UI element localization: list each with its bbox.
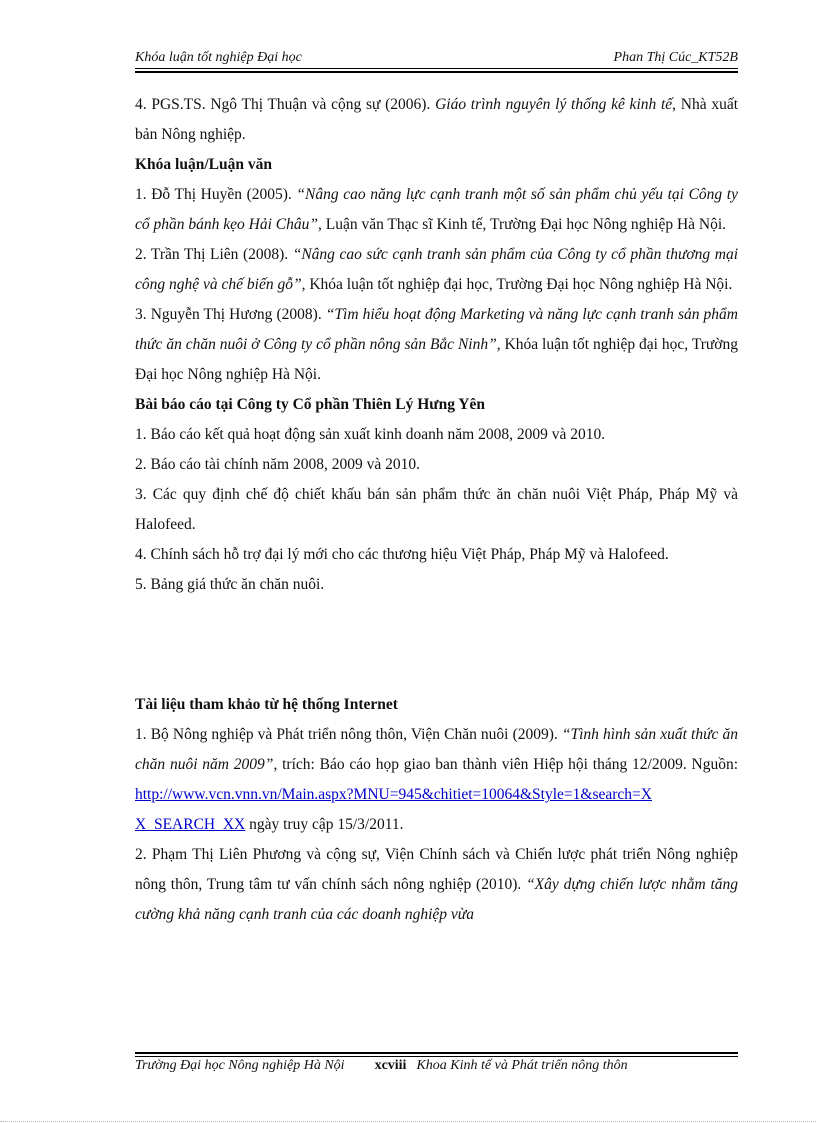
footer-left: Trường Đại học Nông nghiệp Hà Nội: [135, 1058, 345, 1073]
report-item: 2. Báo cáo tài chính năm 2008, 2009 và 2010.: [135, 456, 420, 473]
internet-references-heading: Tài liệu tham khảo từ hệ thống Internet: [135, 696, 398, 713]
reference-thesis-2: 2. Trần Thị Liên (2008). “Nâng cao sức cạnh tranh sản phẩm của Công ty cổ phần thương mại công nghệ và chế biến gỗ”, Khóa luận tốt nghiệp đại học, Trường Đại học Nông nghiệp Hà Nội.: [135, 246, 738, 293]
footer-rule-thick: [135, 1052, 738, 1054]
company-reports-heading: Bài báo cáo tại Công ty Cổ phần Thiên Lý Hưng Yên: [135, 396, 485, 413]
reference-thesis-3: 3. Nguyễn Thị Hương (2008). “Tìm hiểu hoạt động Marketing và năng lực cạnh tranh sản phẩm thức ăn chăn nuôi ở Công ty cổ phần nông sản Bắc Ninh”, Khóa luận tốt nghiệp đại học, Trường Đại học Nông nghiệp Hà Nội.: [135, 306, 738, 383]
header-rule: [135, 68, 738, 69]
blank-space: [135, 600, 738, 690]
page-footer: [135, 1058, 738, 1074]
reference-web-2: 2. Phạm Thị Liên Phương và cộng sự, Viện Chính sách và Chiến lược phát triển Nông nghiệp nông thôn, Trung tâm tư vấn chính sách nông nghiệp (2010). “Xây dựng chiến lược nhằm tăng cường khả năng cạnh tranh của các doanh nghiệp vừa: [135, 846, 738, 923]
page-header: [135, 50, 738, 66]
page-edge: [0, 1121, 816, 1122]
report-item: 1. Báo cáo kết quả hoạt động sản xuất kinh doanh năm 2008, 2009 và 2010.: [135, 426, 606, 443]
reference-web-1: 1. Bộ Nông nghiệp và Phát triển nông thôn, Viện Chăn nuôi (2009). “Tình hình sản xuất thức ăn chăn nuôi năm 2009”, trích: Báo cáo họp giao ban thành viên Hiệp hội tháng 12/2009. Nguồn: http://www.vcn.vnn.vn/Main.aspx?MNU=945&chitiet=10064&Style=1&search=X X_SEARCH_XX ngày truy cập 15/3/2011.: [135, 726, 739, 833]
reference-thesis-1: 1. Đỗ Thị Huyền (2005). “Nâng cao năng lực cạnh tranh một số sản phẩm chủ yếu tại Công ty cổ phần bánh kẹo Hải Châu”, Luận văn Thạc sĩ Kinh tế, Trường Đại học Nông nghiệp Hà Nội.: [135, 186, 738, 233]
footer-right: Khoa Kinh tế và Phát triển nông thôn: [416, 1058, 628, 1073]
theses-heading: Khóa luận/Luận văn: [135, 156, 272, 173]
header-rule-thick: [135, 71, 738, 73]
footer-rule: [135, 1056, 738, 1057]
page-number: xcviii: [374, 1058, 407, 1073]
reference-book-4: 4. PGS.TS. Ngô Thị Thuận và cộng sự (2006). Giáo trình nguyên lý thống kê kinh tế, Nhà xuất bản Nông nghiệp.: [135, 96, 739, 143]
report-item: 5. Bảng giá thức ăn chăn nuôi.: [135, 576, 325, 593]
references-body: [135, 90, 738, 930]
header-right: Phan Thị Cúc_KT52B: [613, 50, 738, 65]
report-item: 4. Chính sách hỗ trợ đại lý mới cho các thương hiệu Việt Pháp, Pháp Mỹ và Halofeed.: [135, 546, 669, 563]
source-link[interactable]: http://www.vcn.vnn.vn/Main.aspx?MNU=945&chitiet=10064&Style=1&search=X X_SEARCH_XX: [135, 786, 652, 833]
report-item: 3. Các quy định chế độ chiết khấu bán sản phẩm thức ăn chăn nuôi Việt Pháp, Pháp Mỹ và Halofeed.: [135, 486, 738, 533]
header-left: Khóa luận tốt nghiệp Đại học: [135, 50, 302, 65]
